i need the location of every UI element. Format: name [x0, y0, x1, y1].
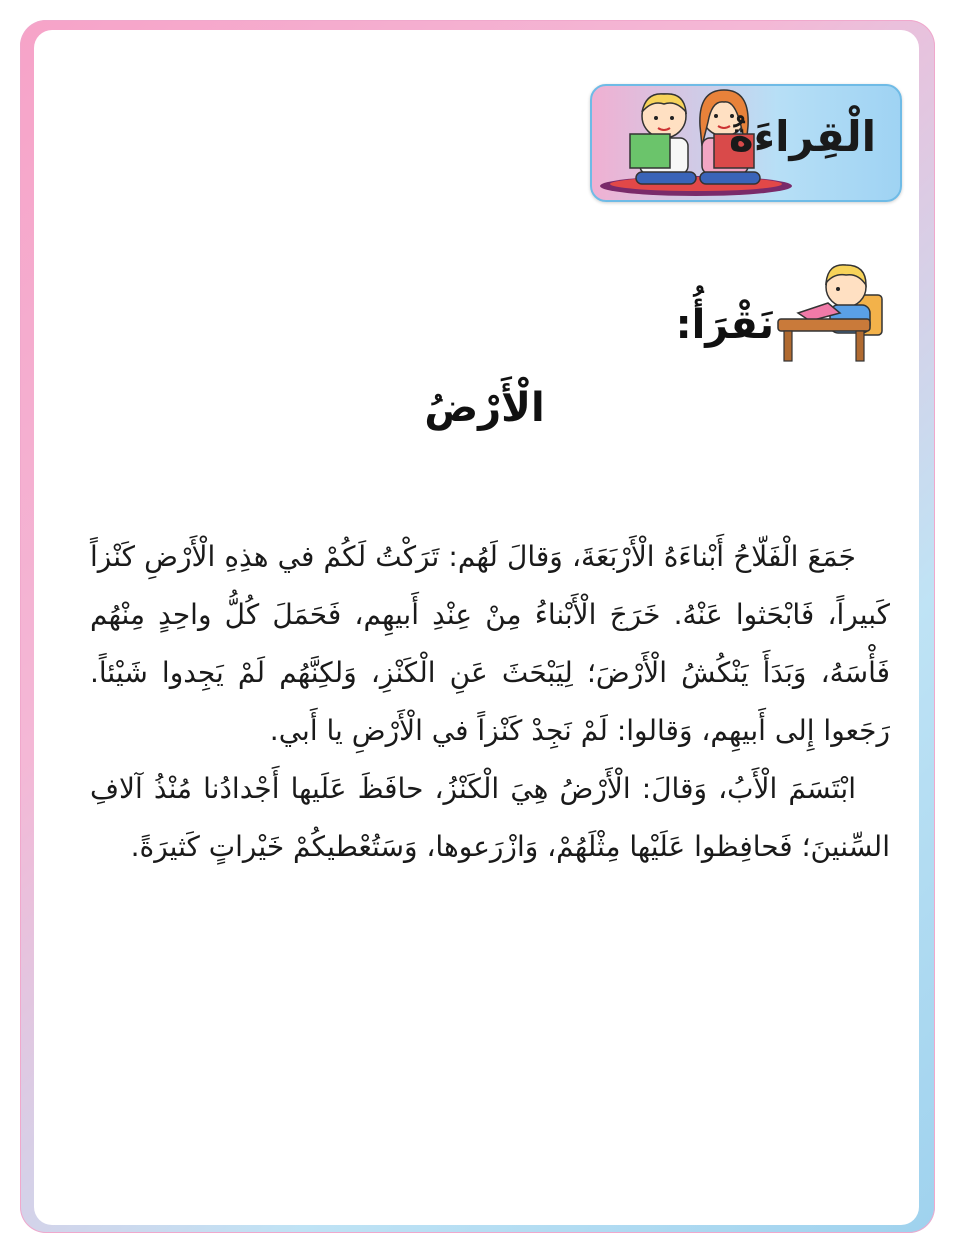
- story-paragraph: جَمَعَ الْفَلّاحُ أَبْناءَهُ الْأَرْبَعَةَ، وَقالَ لَهُم: تَرَكْتُ لَكُمْ في هذِهِ الْأَرْضِ كَنْزاً كَبيراً، فَابْحَثوا عَنْهُ. خَرَجَ الْأَبْناءُ مِنْ عِنْدِ أَبيهِم، فَحَمَلَ كُلُّ واحِدٍ مِنْهُم فَأْسَهُ، وَبَدَأَ يَنْكُشُ الْأَرْضَ؛ لِيَبْحَثَ عَنِ الْكَنْزِ، وَلكِنَّهُم لَمْ يَجِدوا شَيْئاً. رَجَعوا إِلى أَبيهِم، وَقالوا: لَمْ نَجِدْ كَنْزاً في الْأَرْضِ يا أَبي.: [90, 540, 890, 747]
- child-reading-at-desk-icon: [768, 255, 888, 365]
- story-title: الْأَرْضُ: [424, 385, 545, 431]
- section-label: نَقْرَأُ:: [675, 302, 774, 348]
- story-paragraph: ابْتَسَمَ الْأَبُ، وَقالَ: الْأَرْضُ هِيَ الْكَنْزُ، حافَظَ عَلَيها أَجْدادُنا مُنْذُ آلافِ السِّنينَ؛ فَحافِظوا عَلَيْها مِثْلَهُمْ، وَازْرَعوها، وَسَتُعْطيكُمْ خَيْراتٍ كَثيرَةً.: [90, 772, 890, 863]
- reading-banner: [590, 84, 902, 202]
- banner-title: الْقِراءَةُ: [728, 112, 876, 161]
- story-text: [90, 528, 890, 876]
